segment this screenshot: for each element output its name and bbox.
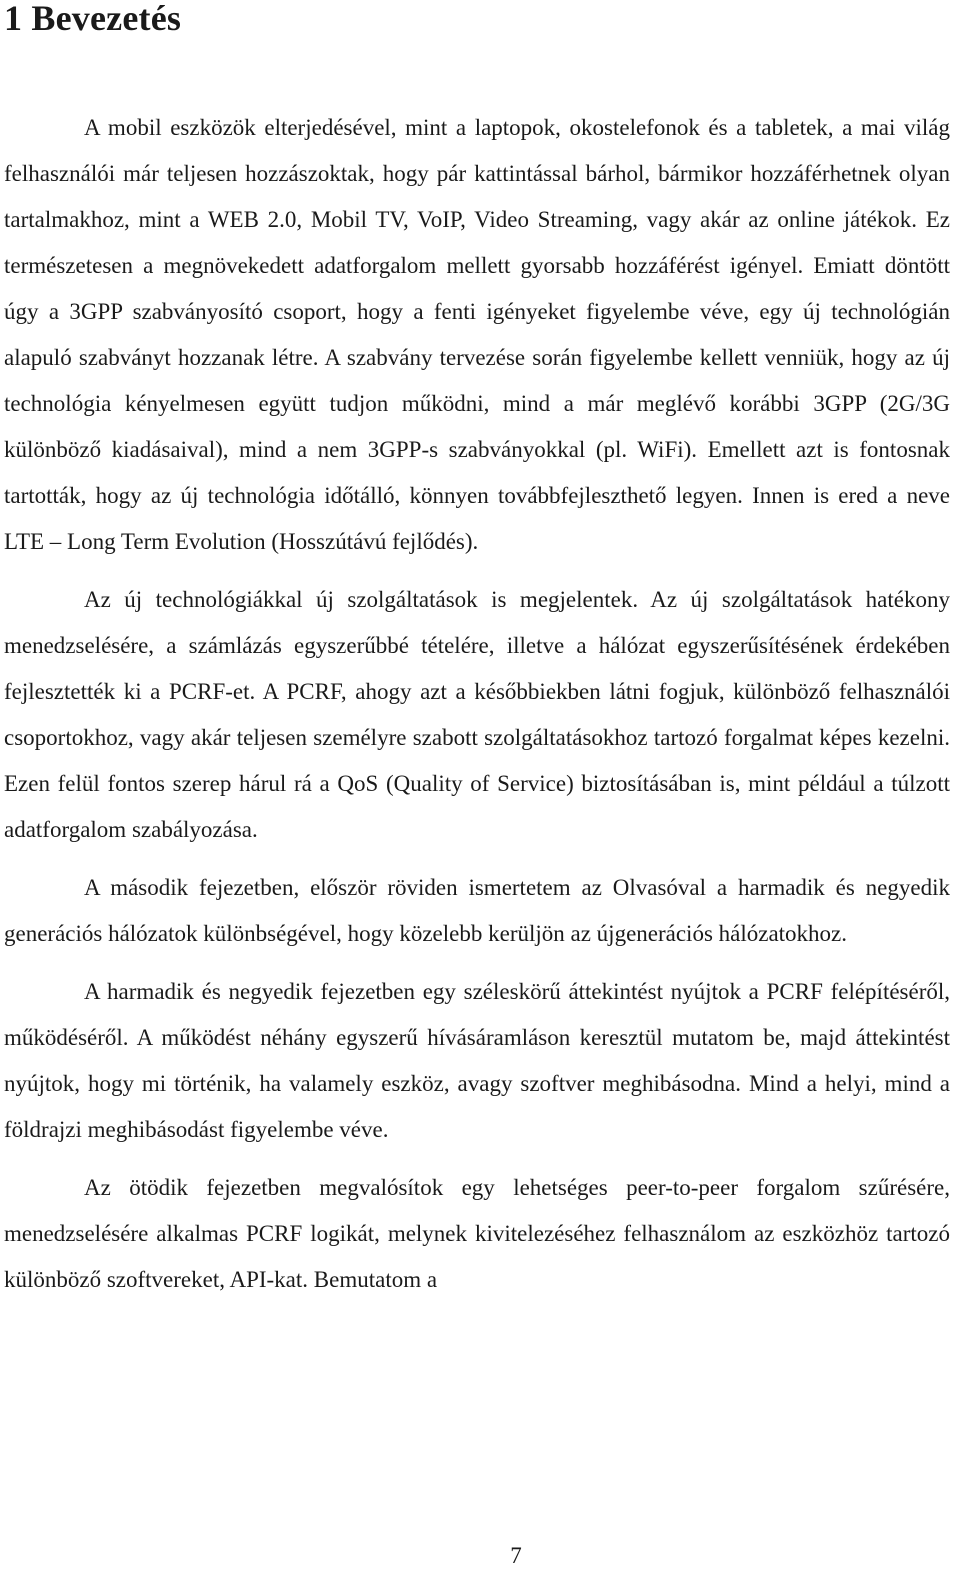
paragraph-chapter-five: Az ötödik fejezetben megvalósítok egy lehetséges peer-to-peer forgalom szűrésére, menedzselésére alkalmas PCRF logikát, melynek kivitelezéséhez felhasználom az eszközhöz tartozó különböző szoftvereket, API-kat. Bemutatom a bbox=[4, 1175, 950, 1292]
page-number: 7 bbox=[510, 1543, 522, 1568]
paragraph-chapter-two: A második fejezetben, először röviden ismertetem az Olvasóval a harmadik és negyedik generációs hálózatok különbségével, hogy közelebb kerüljön az újgenerációs hálózatokhoz. bbox=[4, 875, 950, 946]
paragraph-chapters-three-four: A harmadik és negyedik fejezetben egy széleskörű áttekintést nyújtok a PCRF felépítéséről, működéséről. A működést néhány egyszerű hívásáramláson keresztül mutatom be, majd áttekintést nyújtok, hogy mi történik, ha valamely eszköz, avagy szoftver meghibásodna. Mind a helyi, mind a földrajzi meghibásodást figyelembe véve. bbox=[4, 979, 950, 1142]
body-text bbox=[4, 105, 950, 1303]
paragraph-intro: A mobil eszközök elterjedésével, mint a laptopok, okostelefonok és a tabletek, a mai világ felhasználói már teljesen hozzászoktak, hogy pár kattintással bárhol, bármikor hozzáférhetnek olyan tartalmakhoz, mint a WEB 2.0, Mobil TV, VoIP, Video Streaming, vagy akár az online játékok. Ez természetesen a megnövekedett adatforgalom mellett gyorsabb hozzáférést igényel. Emiatt döntött úgy a 3GPP szabványosító csoport, hogy a fenti igényeket figyelembe véve, egy új technológián alapuló szabványt hozzanak létre. A szabvány tervezése során figyelembe kellett venniük, hogy az új technológia kényelmesen együtt tudjon működni, mind a már meglévő korábbi 3GPP (2G/3G különböző kiadásaival), mind a nem 3GPP-s szabványokkal (pl. WiFi). Emellett azt is fontosnak tartották, hogy az új technológia időtálló, könnyen továbbfejleszthető legyen. Innen is ered a neve LTE – Long Term Evolution (Hosszútávú fejlődés). bbox=[4, 115, 950, 554]
paragraph-pcrf: Az új technológiákkal új szolgáltatások is megjelentek. Az új szolgáltatások hatékony menedzselésére, a számlázás egyszerűbbé tételére, illetve a hálózat egyszerűsítésének érdekében fejlesztették ki a PCRF-et. A PCRF, ahogy azt a későbbiekben látni fogjuk, különböző felhasználói csoportokhoz, vagy akár teljesen személyre szabott szolgáltatásokhoz tartozó forgalmat képes kezelni. Ezen felül fontos szerep hárul rá a QoS (Quality of Service) biztosításában is, mint például a túlzott adatforgalom szabályozása. bbox=[4, 587, 950, 842]
chapter-heading: 1 Bevezetés bbox=[4, 0, 182, 38]
